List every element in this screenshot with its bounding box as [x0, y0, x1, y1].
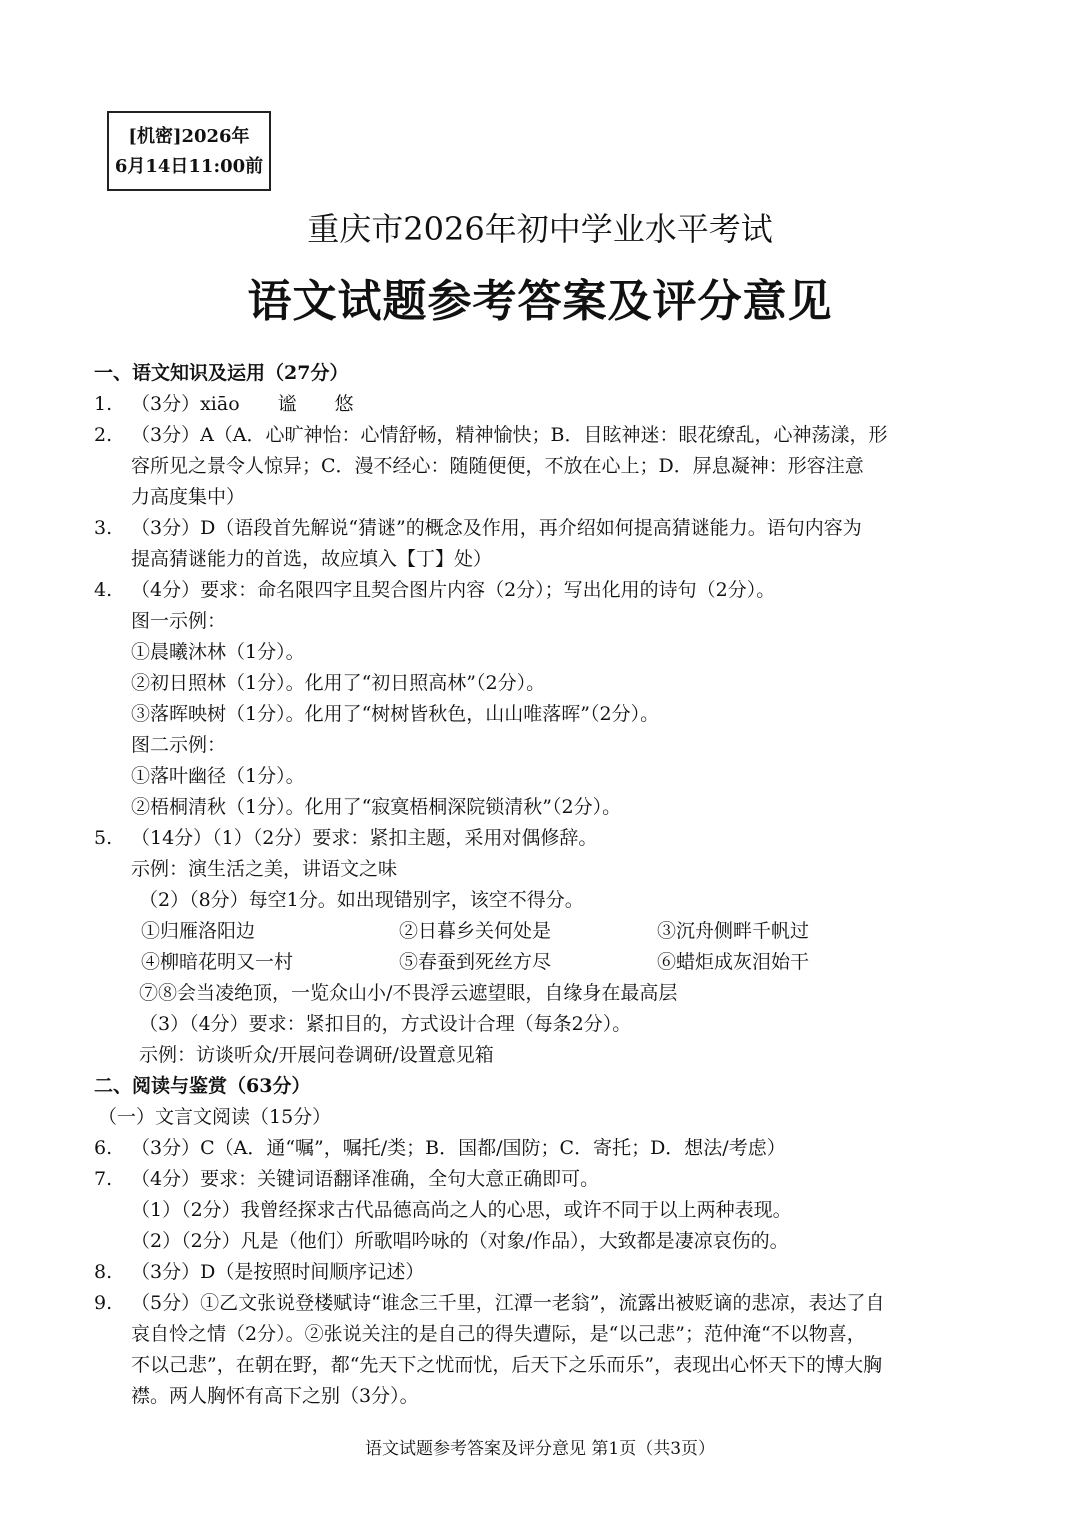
question-2 — [94, 420, 964, 513]
question-line: （4分）要求：关键词语翻译准确，全句大意正确即可。 — [131, 1168, 600, 1190]
question-line: 容所见之景令人惊异；C．漫不经心：随随便便，不放在心上；D．屏息凝神：形容注意 — [131, 455, 864, 477]
question-line: （3分）D（语段首先解说“猜谜”的概念及作用，再介绍如何提高猜谜能力。语句内容为 — [131, 517, 862, 539]
poem-answer-row — [94, 947, 964, 978]
question-number: 9. — [94, 1292, 113, 1314]
question-1 — [94, 389, 964, 420]
poem-answer: ①归雁洛阳边 — [141, 920, 256, 942]
question-line: 力高度集中） — [131, 486, 246, 508]
question-number: 4. — [94, 579, 113, 601]
question-line: ②初日照林（1分）。化用了“初日照高林”（2分）。 — [131, 672, 546, 694]
question-text: （3分）D（是按照时间顺序记述） — [131, 1261, 425, 1283]
question-line: 提高猜谜能力的首选，故应填入【丁】处） — [131, 548, 493, 570]
question-line: 哀自怜之情（2分）。②张说关注的是自己的得失遭际，是“以己悲”；范仲淹“不以物喜， — [131, 1323, 866, 1345]
question-number: 3. — [94, 517, 113, 539]
question-line: 不以己悲”，在朝在野，都“先天下之忧而忧，后天下之乐而乐”，表现出心怀天下的博大胸 — [131, 1354, 883, 1376]
question-line: （5分）①乙文张说登楼赋诗“谁念三千里，江潭一老翁”，流露出被贬谪的悲凉，表达了自 — [131, 1292, 885, 1314]
stamp-line-2: 6月14日11:00前 — [114, 156, 264, 177]
question-line: 示例：演生活之美，讲语文之味 — [131, 858, 398, 880]
question-line: ①晨曦沐林（1分）。 — [131, 641, 305, 663]
question-line: ②梧桐清秋（1分）。化用了“寂寞梧桐深院锁清秋”（2分）。 — [131, 796, 622, 818]
question-number: 5. — [94, 827, 113, 849]
exam-title: 重庆市2026年初中学业水平考试 — [307, 210, 773, 248]
subsection-heading: （一）文言文阅读（15分） — [98, 1106, 332, 1128]
question-line: （2）（8分）每空1分。如出现错别字，该空不得分。 — [139, 889, 584, 911]
question-number: 6. — [94, 1137, 113, 1159]
section-heading-2: 二、阅读与鉴赏（63分） — [94, 1075, 311, 1097]
poem-answer: ④柳暗花明又一村 — [141, 951, 294, 973]
question-line: （2）（2分）凡是（他们）所歌唱吟咏的（对象/作品），大致都是凄凉哀伤的。 — [131, 1230, 789, 1252]
question-text: （3分）C（A．通“嘱”，嘱托/类；B．国都/国防；C．寄托；D．想法/考虑） — [131, 1137, 786, 1159]
question-line: ①落叶幽径（1分）。 — [131, 765, 305, 787]
question-line: （14分）（1）（2分）要求：紧扣主题，采用对偶修辞。 — [131, 827, 598, 849]
question-line: （1）（2分）我曾经探求古代品德高尚之人的心思，或许不同于以上两种表现。 — [131, 1199, 792, 1221]
stamp-line-1: [机密]2026年 — [128, 126, 250, 147]
poem-answer-row — [94, 916, 964, 947]
question-5 — [94, 823, 964, 885]
question-line: （3）（4分）要求：紧扣目的，方式设计合理（每条2分）。 — [139, 1013, 632, 1035]
question-line: 图二示例： — [131, 734, 227, 756]
question-number: 1. — [94, 393, 113, 415]
question-line: ③落晖映树（1分）。化用了“树树皆秋色，山山唯落晖”（2分）。 — [131, 703, 660, 725]
question-4 — [94, 575, 964, 823]
question-line: （3分）A（A．心旷神怡：心情舒畅，精神愉快；B．目眩神迷：眼花缭乱，心神荡漾，形 — [131, 424, 888, 446]
document-title: 语文试题参考答案及评分意见 — [247, 276, 833, 327]
question-number: 8. — [94, 1261, 113, 1283]
question-line: 襟。两人胸怀有高下之别（3分）。 — [131, 1385, 419, 1407]
answer-content — [94, 358, 964, 1412]
question-8 — [94, 1257, 964, 1288]
page-footer: 语文试题参考答案及评分意见 第1页（共3页） — [364, 1439, 716, 1459]
poem-answer: ⑥蜡炬成灰泪始干 — [657, 951, 810, 973]
question-number: 7. — [94, 1168, 113, 1190]
question-text: （3分）xiāo 谧 悠 — [131, 393, 354, 415]
section-heading-1: 一、语文知识及运用（27分） — [94, 362, 349, 384]
poem-answer: ②日暮乡关何处是 — [399, 920, 552, 942]
question-6 — [94, 1133, 964, 1164]
poem-answer: ③沉舟侧畔千帆过 — [657, 920, 810, 942]
question-line: （4分）要求：命名限四字且契合图片内容（2分）；写出化用的诗句（2分）。 — [131, 579, 776, 601]
question-9 — [94, 1288, 964, 1412]
question-7 — [94, 1164, 964, 1195]
question-line: ⑦⑧会当凌绝顶，一览众山小/不畏浮云遮望眼，自缘身在最高层 — [139, 982, 678, 1004]
question-line: 示例：访谈听众/开展问卷调研/设置意见箱 — [139, 1044, 494, 1066]
question-3 — [94, 513, 964, 575]
question-number: 2. — [94, 424, 113, 446]
confidential-stamp — [107, 111, 271, 191]
poem-answer: ⑤春蚕到死丝方尽 — [399, 951, 552, 973]
question-line: 图一示例： — [131, 610, 227, 632]
